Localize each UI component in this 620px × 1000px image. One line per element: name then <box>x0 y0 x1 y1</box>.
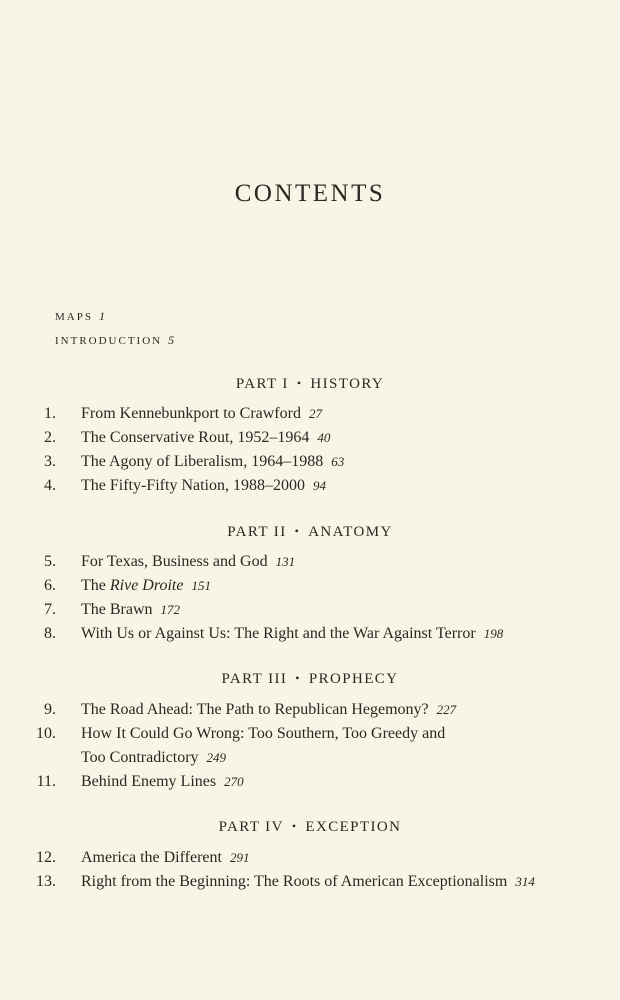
chapter-title: America the Different <box>81 849 222 866</box>
part-heading-2 <box>0 524 620 541</box>
chapter-title-prefix: The <box>81 577 106 594</box>
chapter-title: Behind Enemy Lines <box>81 773 217 790</box>
part-name: ANATOMY <box>308 524 393 540</box>
chapter-number: 2. <box>44 429 56 446</box>
chapter-number: 3. <box>44 453 56 470</box>
front-matter-maps <box>55 309 105 324</box>
chapter-number: 9. <box>44 701 56 718</box>
chapter-number: 4. <box>44 477 56 494</box>
chapter-page: 151 <box>191 578 211 593</box>
chapter-title-line2: Too Contradictory <box>81 749 199 766</box>
page-title: CONTENTS <box>234 180 386 207</box>
part-heading-3 <box>0 671 620 688</box>
part-number: PART I <box>235 376 289 392</box>
part-number: PART III <box>221 671 288 687</box>
chapter-page: 270 <box>224 774 244 789</box>
chapter-number: 8. <box>44 625 56 642</box>
chapter-title: The Brawn <box>81 601 153 618</box>
chapter-page: 291 <box>229 850 250 865</box>
front-matter-page: 5 <box>168 333 175 347</box>
chapter-title: The Road Ahead: The Path to Republican Hegemony? <box>81 701 429 718</box>
part-name: HISTORY <box>310 376 385 392</box>
chapter-page: 227 <box>436 702 457 717</box>
chapter-title: With Us or Against Us: The Right and the War Against Terror <box>81 625 476 642</box>
chapter-page: 27 <box>308 406 322 421</box>
chapter-title: The Agony of Liberalism, 1964–1988 <box>81 453 324 470</box>
chapter-number: 13. <box>36 873 56 890</box>
chapter-page: 249 <box>206 750 227 765</box>
chapter-title: How It Could Go Wrong: Too Southern, Too Greedy and <box>81 725 446 742</box>
chapter-title: From Kennebunkport to Crawford <box>81 405 301 422</box>
chapter-title-italic: Rive Droite <box>109 577 184 594</box>
chapter-number: 11. <box>36 773 56 790</box>
chapter-page: 314 <box>515 874 535 889</box>
chapter-number: 1. <box>44 405 56 422</box>
front-matter-introduction <box>55 333 174 348</box>
chapter-page: 172 <box>160 602 181 617</box>
chapter-title: The Fifty-Fifty Nation, 1988–2000 <box>81 477 305 494</box>
part-number: PART II <box>227 524 287 540</box>
part-bullet: • <box>294 524 301 538</box>
front-matter-page: 1 <box>98 309 105 323</box>
chapter-title: The Conservative Rout, 1952–1964 <box>81 429 310 446</box>
part-number: PART IV <box>218 819 284 835</box>
chapter-page: 40 <box>317 430 331 445</box>
chapter-number: 6. <box>44 577 56 594</box>
part-bullet: • <box>295 671 301 685</box>
chapter-number: 7. <box>44 601 56 618</box>
part-heading-1 <box>0 376 620 393</box>
part-name: PROPHECY <box>308 671 399 687</box>
chapter-title: Right from the Beginning: The Roots of American Exceptionalism <box>81 873 508 890</box>
chapter-number: 12. <box>36 849 56 866</box>
chapter-page: 94 <box>312 478 326 493</box>
chapter-page: 63 <box>331 454 345 469</box>
part-heading-4 <box>0 819 620 836</box>
chapter-title: For Texas, Business and God <box>81 553 268 570</box>
chapter-number: 10. <box>36 725 56 742</box>
part-name: EXCEPTION <box>305 819 402 835</box>
chapter-number: 5. <box>44 553 56 570</box>
chapter-page: 198 <box>483 626 504 641</box>
part-bullet: • <box>291 819 298 833</box>
front-matter-label: MAPS <box>55 311 93 323</box>
part-bullet: • <box>296 376 303 390</box>
chapter-page: 131 <box>275 554 296 569</box>
front-matter-label: INTRODUCTION <box>55 335 163 347</box>
